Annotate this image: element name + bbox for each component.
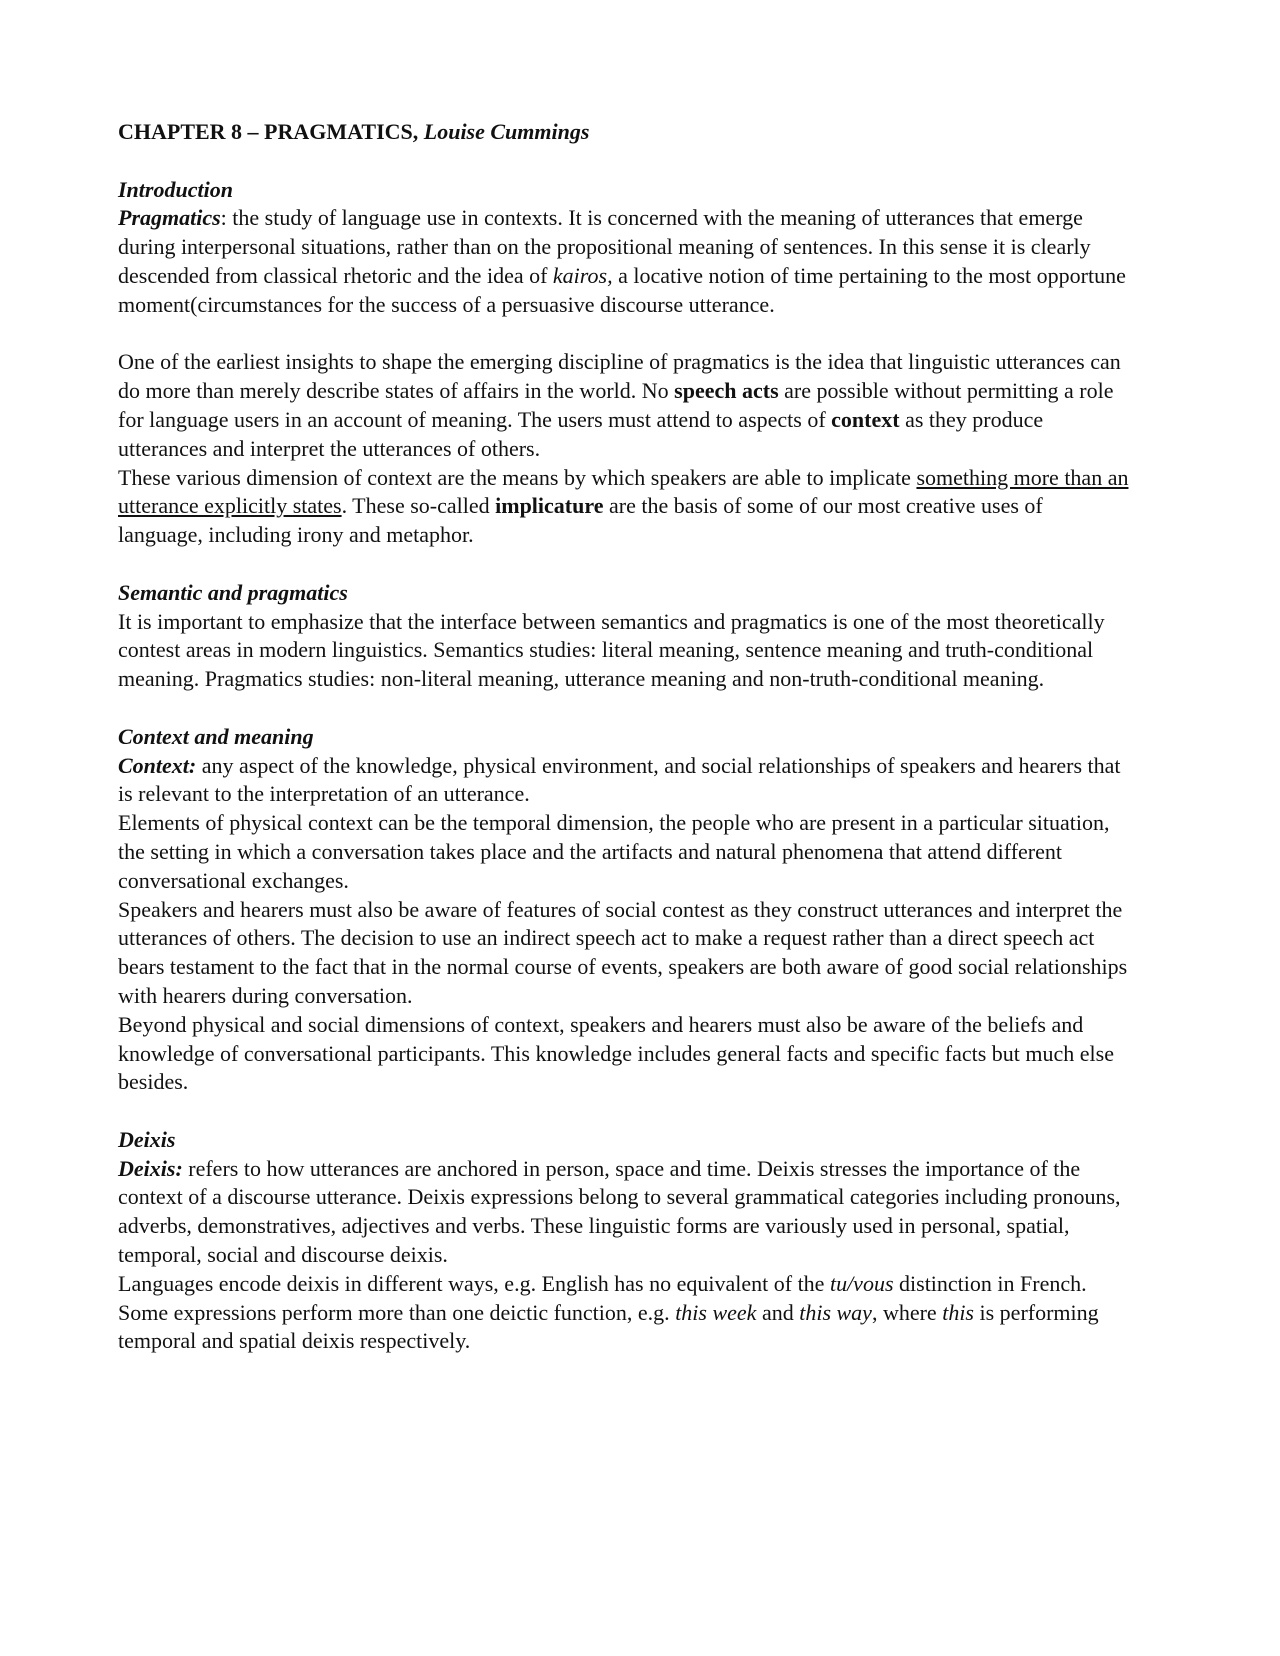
chapter-title: CHAPTER 8 – PRAGMATICS, Louise Cummings — [118, 119, 590, 144]
intro-paragraph-2: One of the earliest insights to shape the emerging discipline of pragmatics is the idea that linguistic utterances can do more than merely describe states of affairs in the world. No speech acts are possible without permitting a role for language users in an account of meaning. The users must attend to aspects of context as they produce utterances and interpret the utterances of others. — [118, 349, 1121, 461]
heading-introduction: Introduction — [118, 176, 233, 202]
semantic-paragraph-1: It is important to emphasize that the interface between semantics and pragmatics is one of the most theoretically contest areas in modern linguistics. Semantics studies: literal meaning, sentence meaning and truth-conditional meaning. Pragmatics studies: non-literal meaning, utterance meaning and non-truth-conditional meaning. — [118, 608, 1105, 692]
context-paragraph-4: Beyond physical and social dimensions of context, speakers and hearers must also be aware of the beliefs and knowledge of conversational participants. This knowledge includes general facts and specific facts but much else besides. — [118, 1011, 1114, 1095]
context-paragraph-2: Elements of physical context can be the temporal dimension, the people who are present in a particular situation, the setting in which a conversation takes place and the artifacts and natural phenomena that attend different conversational exchanges. — [118, 810, 1110, 893]
context-paragraph-3: Speakers and hearers must also be aware of features of social contest as they construct utterances and interpret the utterances of others. The decision to use an indirect speech act to make a request rather than a direct speech act bears testament to the fact that in the normal course of events, speakers are both aware of good social relationships with hearers during conversation. — [118, 896, 1128, 1008]
deixis-paragraph-2: Languages encode deixis in different ways, e.g. English has no equivalent of the tu/vous distinction in French. Some expressions perform more than one deictic function, e.g. this week and this way, where this is performing temporal and spatial deixis respectively. — [118, 1270, 1099, 1354]
heading-context-meaning: Context and meaning — [118, 723, 314, 749]
heading-deixis: Deixis — [118, 1126, 176, 1152]
intro-paragraph-3: These various dimension of context are the means by which speakers are able to implicate something more than an utterance explicitly states. These so-called implicature are the basis of some of our most creative uses of language, including irony and metaphor. — [118, 464, 1129, 548]
intro-paragraph-1: Pragmatics: the study of language use in contexts. It is concerned with the meaning of utterances that emerge during interpersonal situations, rather than on the propositional meaning of sentences. In this sense it is clearly descended from classical rhetoric and the idea of kairos, a locative notion of time pertaining to the most opportune moment(circumstances for the success of a persuasive discourse utterance. — [118, 205, 1126, 317]
heading-semantic-pragmatics: Semantic and pragmatics — [118, 579, 348, 605]
context-paragraph-1: Context: any aspect of the knowledge, physical environment, and social relationships of speakers and hearers that is relevant to the interpretation of an utterance. — [118, 752, 1121, 807]
chapter-author: Louise Cummings — [423, 119, 590, 144]
deixis-paragraph-1: Deixis: refers to how utterances are anchored in person, space and time. Deixis stresses the importance of the context of a discourse utterance. Deixis expressions belong to several grammatical categories including pronouns, adverbs, demonstratives, adjectives and verbs. These linguistic forms are variously used in personal, spatial, temporal, social and discourse deixis. — [118, 1155, 1121, 1268]
